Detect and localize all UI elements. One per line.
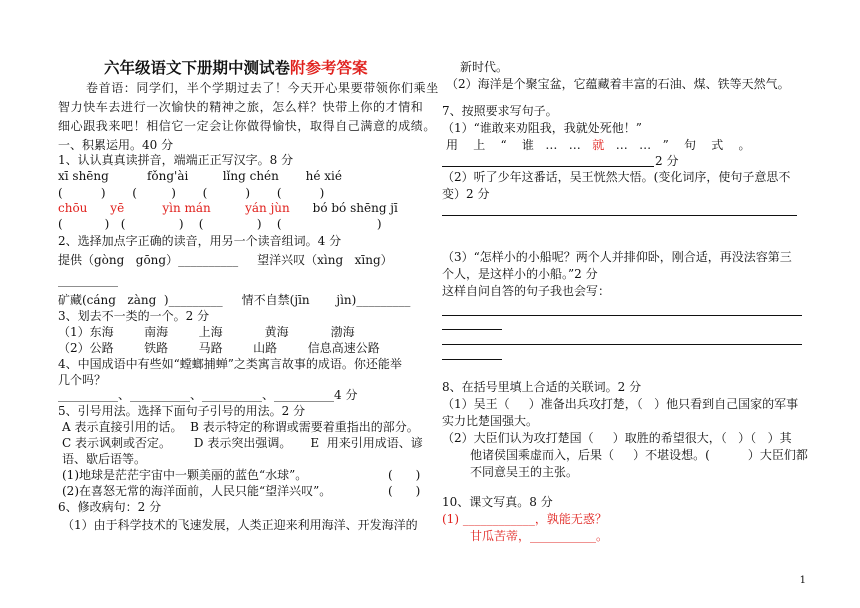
preface-line-2: 智力快车去进行一次愉快的精神之旅，怎么样？快带上你的才情和: [58, 100, 424, 114]
q3-line-1: （1）东海 南海 上海 黄海 渤海: [58, 325, 355, 339]
q2-line-3[interactable]: 矿藏(cáng zàng )_________ 情不自禁(jīn jìn)_________: [58, 293, 411, 307]
q10-line-2[interactable]: 甘瓜苦蒂，___________。: [470, 529, 609, 543]
q8-line-1[interactable]: （1）吴王（ ）准备出兵攻打楚，（ ）他只看到自己国家的军事: [442, 397, 799, 411]
q7-sentence-3: （3）“怎样小的小船呢？两个人并排仰卧，刚合适，再没法容第三: [442, 250, 792, 264]
section-heading: 一、积累运用。40 分: [58, 138, 174, 152]
q7-sentence-2: （2）听了少年这番话，吴王恍然大悟。(变化词序，使句子意思不: [442, 170, 791, 184]
q1-stem: 1、认认真真读拼音，端端正正写汉字。8 分: [58, 153, 294, 167]
q7-score-1: 2 分: [655, 154, 679, 168]
preface-line-3: 细心跟我来吧！相信它一定会让你做得愉快，取得自己满意的成绩。: [58, 119, 437, 133]
q5-item-2-answer[interactable]: ( ): [388, 484, 421, 498]
q7-answer-line-3a[interactable]: [442, 315, 802, 316]
q1-answer-brackets-1[interactable]: ( ) ( ) ( ) ( ): [58, 186, 325, 200]
q7-answer-line-3c[interactable]: [442, 344, 802, 345]
title-main: 六年级语文下册期中测试卷: [104, 58, 291, 77]
preface-line-1: 卷首语：同学们，半个学期过去了！今天开心果要带领你们乘坐: [86, 81, 439, 95]
q7-sentence-1-instruction: 用 上 “ 谁 … … 就 … … ” 句 式 。: [446, 138, 751, 152]
q8-line-5: 不同意吴王的主张。: [470, 465, 579, 479]
q7-prompt-3: 这样自问自答的句子我也会写：: [442, 284, 611, 298]
q10-line-1[interactable]: (1) ____________，孰能无惑？: [442, 512, 607, 526]
q2-line-1[interactable]: 提供（gòng gōng）__________ 望洋兴叹（xìng xīng）: [58, 253, 393, 267]
q7-answer-line-2[interactable]: [442, 215, 797, 216]
q6-stem: 6、修改病句：2 分: [58, 500, 162, 514]
q8-stem: 8、在括号里填上合适的关联词。2 分: [442, 380, 642, 394]
page-title: [104, 58, 368, 78]
q7-answer-line-1[interactable]: [442, 166, 654, 167]
q5-option-line-2: C 表示讽刺或否定。 D 表示突出强调。 E 用来引用成语、谚: [62, 436, 423, 450]
q8-line-2: 实力比楚国强大。: [442, 414, 539, 428]
q8-line-4[interactable]: 他诸侯国乘虚而入，后果（ ）不堪设想。( ）大臣们都: [470, 448, 808, 462]
q7-answer-line-3b[interactable]: [442, 329, 502, 330]
q2-stem: 2、选择加点字正确的读音，用另一个读音组词。4 分: [58, 234, 342, 248]
q6-sentence-1: （1）由于科学技术的飞速发展，人类正迎来利用海洋、开发海洋的: [62, 518, 418, 532]
q5-stem: 5、引号用法。选择下面句子引号的用法。2 分: [58, 404, 306, 418]
q7-sentence-2-cont: 变）2 分: [442, 187, 490, 201]
q4-stem-2: 几个吗？: [58, 373, 107, 387]
q10-stem: 10、课文写真。8 分: [442, 495, 553, 509]
q7-sentence-1: （1）“谁敢来劝阻我，我就处死他！”: [442, 121, 642, 135]
q6-sentence-1-cont: 新时代。: [460, 60, 509, 74]
q5-item-2: (2)在喜怒无常的海洋面前，人民只能“望洋兴叹”。: [62, 484, 332, 498]
q3-stem: 3、划去不一类的一个。2 分: [58, 309, 210, 323]
q7-stem: 7、按照要求写句子。: [442, 104, 558, 118]
q1-pinyin-row-2: chōu yē yìn mán yán jùn bó bó shēng jī: [58, 201, 398, 215]
q4-stem: 4、中国成语中有些如“螳螂捕蝉”之类寓言故事的成语。你还能举: [58, 357, 402, 371]
q7-sentence-3-cont: 个人，是这样小的小船。”2 分: [442, 267, 598, 281]
q5-item-1-answer[interactable]: ( ): [388, 468, 421, 482]
q5-item-1: (1)地球是茫茫宇宙中一颗美丽的蓝色“水球”。: [62, 468, 308, 482]
q2-line-2[interactable]: __________: [58, 273, 118, 287]
q7-answer-line-3d[interactable]: [442, 359, 502, 360]
q6-sentence-2: （2）海洋是个聚宝盆，它蕴藏着丰富的石油、煤、铁等天然气。: [446, 77, 790, 91]
q5-option-line-1: A 表示直接引用的话。 B 表示特定的称谓或需要着重指出的部分。: [62, 420, 419, 434]
page-number: 1: [799, 575, 806, 586]
q1-answer-brackets-2[interactable]: ( ) ( ) ( ) ( ): [58, 217, 382, 231]
q1-pinyin-row-1: xī shēng fǒng'ài lǐng chén hé xié: [58, 169, 342, 183]
q4-blanks[interactable]: __________、__________、__________、__________4 分: [58, 388, 358, 402]
q5-option-line-3: 语、歇后语等。: [62, 452, 147, 466]
title-suffix: 附参考答案: [290, 58, 368, 77]
q8-line-3[interactable]: （2）大臣们认为攻打楚国（ ）取胜的希望很大，（ ）（ ）其: [442, 431, 792, 445]
q3-line-2: （2）公路 铁路 马路 山路 信息高速公路: [58, 341, 380, 355]
